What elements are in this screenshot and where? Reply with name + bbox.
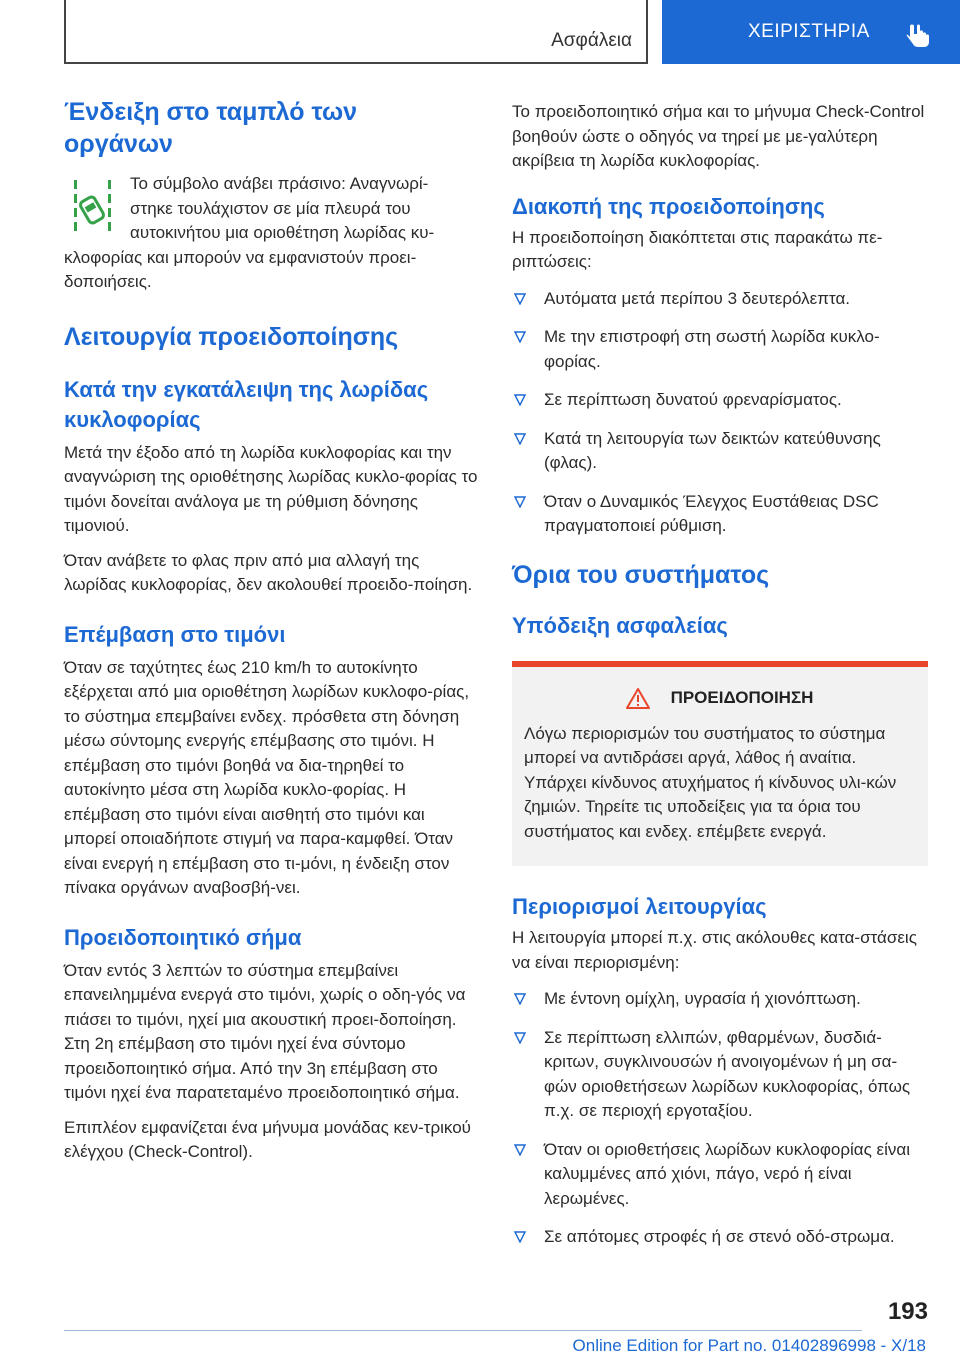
warning-signal-text-2: Επιπλέον εμφανίζεται ένα μήνυμα μονάδας κεν-τρικού ελέγχου (Check-Control). <box>64 1117 471 1161</box>
leaving-lane-text-1: Μετά την έξοδο από τη λωρίδα κυκλοφορίας και την αναγνώριση της οριοθέτησης λωρίδας κυκλο-φορίας το τιμόνι δονείται ανάλογα με τη ρύθμιση δόνησης τιμονιού. <box>64 442 478 535</box>
function-restrictions-heading: Περιορισμοί λειτουργίας <box>512 894 767 919</box>
warning-triangle-icon <box>625 687 651 710</box>
footer-edition: Online Edition for Part no. 01402896998 - X/18 <box>572 1336 926 1355</box>
system-limits-heading: Όρια του συστήματος <box>512 560 770 589</box>
warning-box <box>512 661 928 867</box>
list-item: Κατά τη λειτουργία των δεικτών κατεύθυνσης (φλας). <box>512 427 928 476</box>
bullet-triangle-icon <box>514 1032 526 1044</box>
function-restrictions-text: Η λειτουργία μπορεί π.χ. στις ακόλουθες κατα-στάσεις να είναι περιορισμένη: <box>512 928 917 972</box>
warning-function-heading: Λειτουργία προειδοποίησης <box>64 322 399 351</box>
list-item: Όταν ο Δυναμικός Έλεγχος Ευστάθειας DSC πραγματοποιεί ρύθμιση. <box>512 490 928 539</box>
bullet-triangle-icon <box>514 1231 526 1243</box>
header-chapter-label: ΧΕΙΡΙΣΤΗΡΙΑ <box>748 21 870 42</box>
symbol-text-rest: κλοφορίας και μπορούν να εμφανιστούν προει-δοποιήσεις. <box>64 247 417 291</box>
header-chapter-tab[interactable] <box>662 0 960 64</box>
steering-intervention-heading: Επέμβαση στο τιμόνι <box>64 621 286 647</box>
steering-intervention-text: Όταν σε ταχύτητες έως 210 km/h το αυτοκίνητο εξέρχεται από μια οριοθέτηση λωρίδων κυκλοφο-ρίας, το σύστημα επεμβαίνει ενδεχ. πρόσθετα στη δόνηση μέσω σύντομης ενεργής επέμβασης στο τιμόνι. Η επέμβαση στο τιμόνι βοηθά να δια-τηρηθεί το αυτοκίνητο μέσα στη λωρίδα κυκλο-φορίας. Η επέμβαση στο τιμόνι είναι αισθητή στο τιμόνι και μπορεί οποιαδήποτε στιγμή να παρα-καμφθεί. Όταν είναι ενεργή η επέμβαση στο τι-μόνι, η ένδειξη στον πίνακα οργάνων αναβοσβή-νει. <box>64 657 470 897</box>
list-item: Σε περίπτωση δυνατού φρεναρίσματος. <box>512 388 928 413</box>
interruption-list <box>512 287 928 539</box>
bullet-triangle-icon <box>514 331 526 343</box>
warning-box-title <box>524 687 914 710</box>
symbol-paragraph <box>64 172 478 295</box>
list-item: Αυτόματα μετά περίπου 3 δευτερόλεπτα. <box>512 287 928 312</box>
restrictions-list <box>512 987 928 1250</box>
header-section-title: Ασφάλεια <box>551 30 632 51</box>
warning-label: ΠΡΟΕΙΔΟΠΟΙΗΣΗ <box>670 688 814 707</box>
safety-note-heading: Υπόδειξη ασφαλείας <box>512 612 728 638</box>
leaving-lane-text-2: Όταν ανάβετε το φλας πριν από μια αλλαγή της λωρίδας κυκλοφορίας, δεν ακολουθεί προειδο-ποίηση. <box>64 550 473 594</box>
page-number: 193 <box>887 1298 928 1325</box>
lane-departure-warning-icon <box>68 180 116 234</box>
instrument-display-heading: Ένδειξη στο ταμπλό των οργάνων <box>64 98 357 158</box>
list-item: Σε περίπτωση ελλιπών, φθαρμένων, δυσδιά-κριτων, συγκλινουσών ή ανοιγομένων ή μη σα-φών οριοθετήσεων λωρίδων κυκλοφορίας, όπως π.χ. σε περιοχή εργοταξίου. <box>512 1026 928 1124</box>
list-item: Όταν οι οριοθετήσεις λωρίδων κυκλοφορίας είναι καλυμμένες από χιόνι, πάγο, νερό ή είναι λερωμένες. <box>512 1138 928 1212</box>
list-item: Με την επιστροφή στη σωστή λωρίδα κυκλο-φορίας. <box>512 325 928 374</box>
right-column <box>512 100 928 1264</box>
list-item: Με έντονη ομίχλη, υγρασία ή χιονόπτωση. <box>512 987 928 1012</box>
bullet-triangle-icon <box>514 993 526 1005</box>
bullet-triangle-icon <box>514 496 526 508</box>
warning-signal-text-1: Όταν εντός 3 λεπτών το σύστημα επεμβαίνει επανειλημμένα ενεργά στο τιμόνι, χωρίς ο οδη-γός να πιάσει το τιμόνι, ηχεί μια ακουστική προει-δοποίηση. Στη 2η επέμβαση στο τιμόνι ηχεί ένα σύντομο προειδοποιητικό σήμα. Από την 3η επέμβαση στο τιμόνι ηχεί ένα παρατεταμένο προειδοποιητικό σήμα. <box>64 960 466 1102</box>
bullet-triangle-icon <box>514 433 526 445</box>
warning-interruption-text: Η προειδοποίηση διακόπτεται στις παρακάτω πε-ριπτώσεις: <box>512 227 883 271</box>
warning-interruption-heading: Διακοπή της προειδοποίησης <box>512 193 825 219</box>
check-control-text: Το προειδοποιητικό σήμα και το μήνυμα Check-Control βοηθούν ώστε ο οδηγός να τηρεί με με-γαλύτερη ακρίβεια τη λωρίδα κυκλοφορίας. <box>512 102 925 170</box>
list-item: Σε απότομες στροφές ή σε στενό οδό-στρωμα. <box>512 1225 928 1250</box>
bullet-triangle-icon <box>514 394 526 406</box>
bullet-triangle-icon <box>514 1144 526 1156</box>
bullet-triangle-icon <box>514 293 526 305</box>
symbol-text-line-3: αυτοκινήτου μια οριοθέτηση λωρίδας κυ- <box>130 223 435 242</box>
header-section-box <box>64 0 648 64</box>
warning-text: Λόγω περιορισμών του συστήματος το σύστημα μπορεί να αντιδράσει αργά, λάθος ή αναίτια. Υπάρχει κίνδυνος ατυχήματος ή κίνδυνος υλι-κών ζημιών. Τηρείτε τις υποδείξεις για τα όρια του συστήματος και ενδεχ. επέμβετε ενεργά. <box>524 723 897 841</box>
left-column <box>64 96 478 1165</box>
leaving-lane-heading: Κατά την εγκατάλειψη της λωρίδας κυκλοφορίας <box>64 376 429 432</box>
symbol-text-line-1: Το σύμβολο ανάβει πράσινο: Αναγνωρί- <box>130 174 429 193</box>
warning-signal-heading: Προειδοποιητικό σήμα <box>64 924 302 950</box>
hand-pointer-icon <box>906 24 932 48</box>
footer-divider <box>64 1330 862 1331</box>
symbol-text-line-2: στηκε τουλάχιστον σε μία πλευρά του <box>130 198 411 218</box>
